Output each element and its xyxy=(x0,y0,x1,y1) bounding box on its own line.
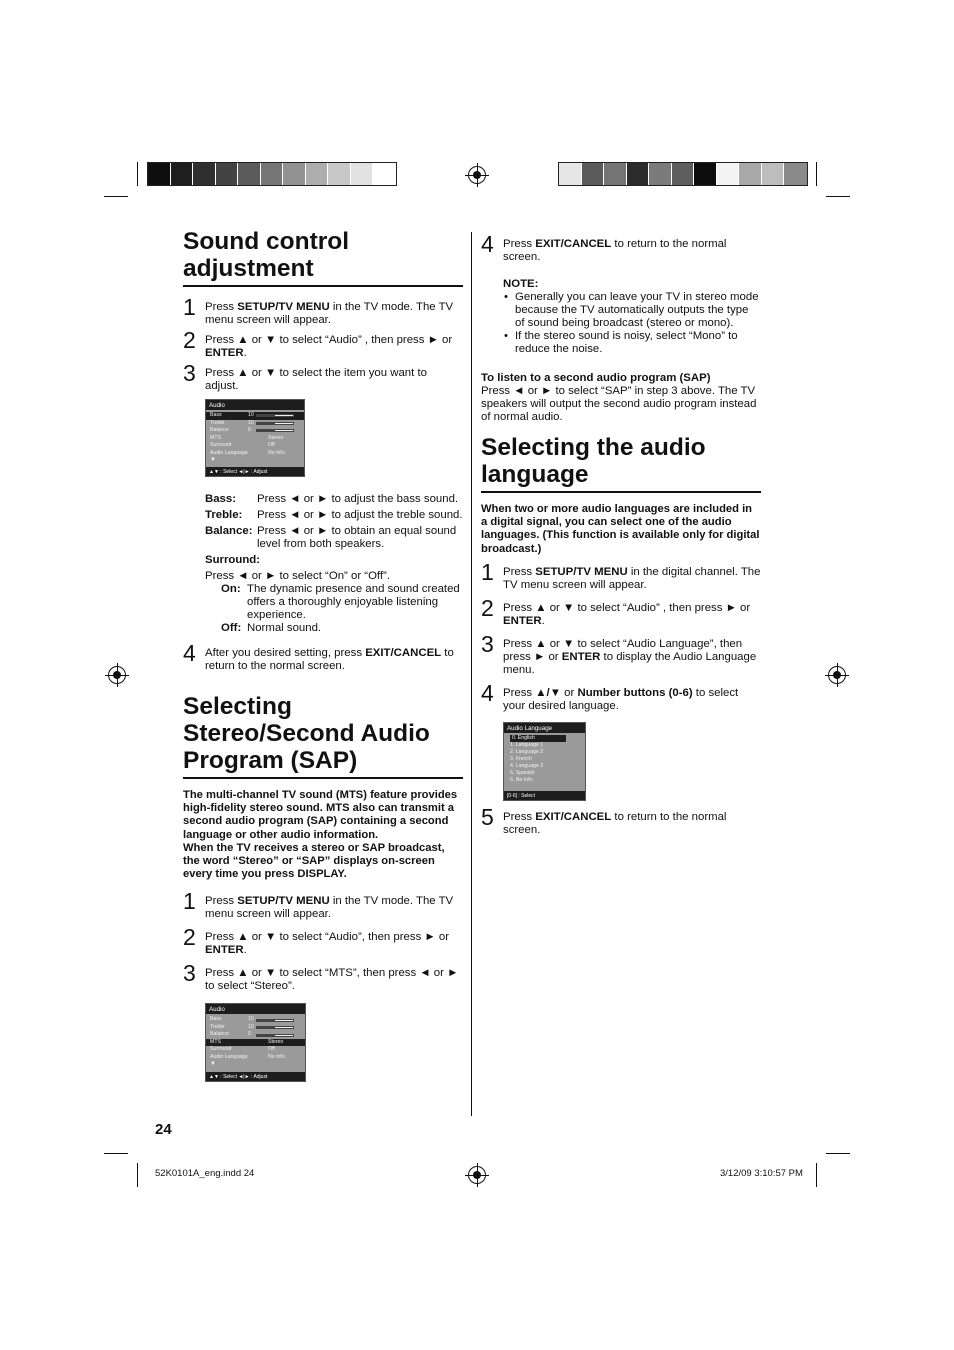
color-swatch xyxy=(283,163,306,185)
osd-slider xyxy=(256,1034,294,1037)
audio-menu-screenshot: Audio Bass 10 Treble 10 Balance 0 MTS Stereo Surround Off Audio Language No Info. ▼ ▲▼ : Select ◄|► : Adjust xyxy=(205,399,305,477)
def-surround-on: On: The dynamic presence and sound created offers a thoroughly enjoyable listening experience. xyxy=(221,583,460,621)
note-item: • Generally you can leave your TV in stereo mode because the TV automatically outputs the type of sound being broadcast (stereo or mono). xyxy=(503,291,761,330)
osd-row: Balance 0 xyxy=(206,427,304,435)
sap-intro-1: The multi-channel TV sound (MTS) feature provides high-fidelity stereo sound. MTS also can transmit a second audio program (SAP) containing a second language or other audio information. xyxy=(183,789,458,841)
color-swatch xyxy=(351,163,374,185)
second-audio-block xyxy=(481,372,761,424)
def-treble: Treble: Press ◄ or ► to adjust the treble sound. xyxy=(205,509,463,521)
osd-slider xyxy=(256,429,294,432)
lang-step-4: 4 Press ▲/▼ or Number buttons (0-6) to select your desired language. xyxy=(481,679,739,712)
osd-slider xyxy=(256,414,294,417)
osd-slider xyxy=(256,1019,294,1022)
color-swatch xyxy=(373,163,396,185)
color-swatch xyxy=(627,163,650,185)
def-balance: Balance: Press ◄ or ► to obtain an equal sound level from both speakers. xyxy=(205,525,457,550)
note-item: • If the stereo sound is noisy, select “Mono” to reduce the noise. xyxy=(503,330,761,356)
left-column xyxy=(183,228,463,1082)
osd-language-item: 6. No Info. xyxy=(510,776,534,783)
page-number: 24 xyxy=(155,1121,172,1138)
color-swatch xyxy=(238,163,261,185)
registration-mark-icon xyxy=(828,666,846,684)
osd-footer: [0-6] : Select xyxy=(504,791,585,800)
osd-row: MTS Stereo xyxy=(206,1039,305,1047)
crop-mark xyxy=(816,162,817,186)
osd-row: Balance 0 xyxy=(206,1031,305,1039)
osd-language-item: 5. Spanish xyxy=(510,769,535,776)
registration-mark-icon xyxy=(468,1166,486,1184)
def-bass: Bass: Press ◄ or ► to adjust the bass sound. xyxy=(205,493,459,505)
registration-mark-icon xyxy=(468,166,486,184)
osd-language-item: 0. English xyxy=(504,735,585,742)
second-audio-title: To listen to a second audio program (SAP) xyxy=(481,372,711,384)
color-swatch xyxy=(672,163,695,185)
sap-note: NOTE: • Generally you can leave your TV in stereo mode because the TV automatically outputs the type of sound being broadcast (stereo or mono). • If the stereo sound is noisy, select “Mono” to reduce the noise. xyxy=(481,278,761,356)
color-swatch xyxy=(582,163,605,185)
color-swatch xyxy=(328,163,351,185)
color-swatch xyxy=(306,163,329,185)
lang-step-5: 5 Press EXIT/CANCEL to return to the normal screen. xyxy=(481,803,727,836)
color-swatch xyxy=(216,163,239,185)
osd-language-item: 4. Language 3 xyxy=(510,762,544,769)
lang-step-2: 2 Press ▲ or ▼ to select “Audio” , then press ► or ENTER. xyxy=(481,594,751,627)
sap-step-1: 1 Press SETUP/TV MENU in the TV mode. The TV menu screen will appear. xyxy=(183,888,454,921)
sap-step-3: 3 Press ▲ or ▼ to select “MTS”, then press ◄ or ► to select “Stereo”. xyxy=(183,960,459,993)
osd-row: Treble 10 xyxy=(206,1024,305,1032)
sound-step-4: 4 After you desired setting, press EXIT/CANCEL to return to the normal screen. xyxy=(183,640,454,672)
lang-intro: When two or more audio languages are included in a digital signal, you can select one of the audio languages. (This function is available only for digital broadcast.) xyxy=(481,503,760,555)
osd-header: Audio xyxy=(206,400,304,410)
color-swatch xyxy=(261,163,284,185)
footer-timestamp: 3/12/09 3:10:57 PM xyxy=(720,1168,803,1179)
color-swatch xyxy=(148,163,171,185)
color-bar-left xyxy=(147,162,397,186)
color-swatch xyxy=(739,163,762,185)
crop-mark xyxy=(826,196,850,197)
column-divider xyxy=(471,232,472,1116)
color-swatch xyxy=(717,163,740,185)
osd-footer: ▲▼ : Select ◄|► : Adjust xyxy=(206,467,304,476)
osd-row: MTS Stereo xyxy=(210,434,284,441)
osd-row: Bass 10 xyxy=(206,412,304,420)
color-swatch xyxy=(193,163,216,185)
osd-row: Audio Language No Info. xyxy=(210,1053,287,1060)
color-swatch xyxy=(559,163,582,185)
color-swatch xyxy=(694,163,717,185)
sap-step-2: 2 Press ▲ or ▼ to select “Audio”, then press ► or ENTER. xyxy=(183,924,450,957)
osd-row: Treble 10 xyxy=(206,420,304,428)
sap-intro-2: When the TV receives a stereo or SAP broadcast, the word “Stereo” or “SAP” displays on-screen every time you press DISPLAY. xyxy=(183,841,445,881)
osd-slider xyxy=(256,1026,294,1029)
footer-file: 52K0101A_eng.indd 24 xyxy=(155,1168,255,1179)
osd-slider xyxy=(256,422,294,425)
osd-header: Audio Language xyxy=(504,723,585,733)
crop-mark xyxy=(104,1153,128,1154)
crop-mark xyxy=(816,1163,817,1187)
crop-mark xyxy=(137,1163,138,1187)
osd-row: Bass 10 xyxy=(206,1016,305,1024)
color-swatch xyxy=(171,163,194,185)
osd-language-item: 2. Language 2 xyxy=(510,748,544,755)
osd-footer: ▲▼ : Select ◄|► : Adjust xyxy=(206,1072,305,1081)
right-column xyxy=(481,230,761,844)
osd-language-item: 3. French xyxy=(510,755,532,762)
crop-mark xyxy=(137,162,138,186)
note-list xyxy=(503,291,761,356)
color-swatch xyxy=(604,163,627,185)
section-title-lang: Selecting the audio language xyxy=(481,434,761,493)
sound-step-3: 3 Press ▲ or ▼ to select the item you want to adjust. xyxy=(183,360,427,392)
section-title-sap: Selecting Stereo/Second Audio Program (SAP) xyxy=(183,693,463,779)
lang-step-1: 1 Press SETUP/TV MENU in the digital channel. The TV menu screen will appear. xyxy=(481,558,761,591)
osd-language-item: 1. Language 1 xyxy=(510,741,544,748)
color-swatch xyxy=(649,163,672,185)
lang-step-3: 3 Press ▲ or ▼ to select “Audio Language”, then press ► or ENTER to display the Audio Language menu. xyxy=(481,630,757,676)
crop-mark xyxy=(104,196,128,197)
audio-language-menu-screenshot xyxy=(503,722,586,801)
section-title-sound: Sound control adjustment xyxy=(183,228,463,287)
sound-step-1: 1 Press SETUP/TV MENU in the TV mode. The TV menu screen will appear. xyxy=(183,294,454,326)
osd-header: Audio xyxy=(206,1004,305,1014)
osd-row: Surround Off xyxy=(210,1046,275,1053)
sound-step-2: 2 Press ▲ or ▼ to select “Audio” , then press ► or ENTER. xyxy=(183,327,453,359)
sap-step-4: 4 Press EXIT/CANCEL to return to the normal screen. xyxy=(481,231,727,263)
def-surround-term: Surround: xyxy=(205,554,261,566)
registration-mark-icon xyxy=(108,666,126,684)
color-bar-right xyxy=(558,162,808,186)
audio-mts-menu-screenshot: Audio Bass 10 Treble 10 Balance 0 MTS Stereo Surround Off Audio Language No Info. ▼ ▲▼ : Select ◄|► : Adjust xyxy=(205,1003,306,1082)
color-swatch xyxy=(762,163,785,185)
crop-mark xyxy=(826,1153,850,1154)
osd-row: Audio Language No Info. xyxy=(210,449,287,456)
color-swatch xyxy=(784,163,807,185)
def-surround-off: Off: Normal sound. xyxy=(221,622,322,634)
osd-row: Surround Off xyxy=(210,442,275,448)
second-audio-text: Press ◄ or ► to select “SAP” in step 3 above. The TV speakers will output the second audio program instead of normal audio. xyxy=(481,385,757,423)
sound-definitions: Bass: Press ◄ or ► to adjust the bass sound. Treble: Press ◄ or ► to adjust the treble sound. Balance: Press ◄ or ► to obtain an equal sound level from both speakers. Surround: Press ◄ or ► to select “On” or “Off”. On: The dynamic presence and sound created offers a thoroughly enjoyable listening experience. Off: Normal sound. xyxy=(205,493,463,634)
